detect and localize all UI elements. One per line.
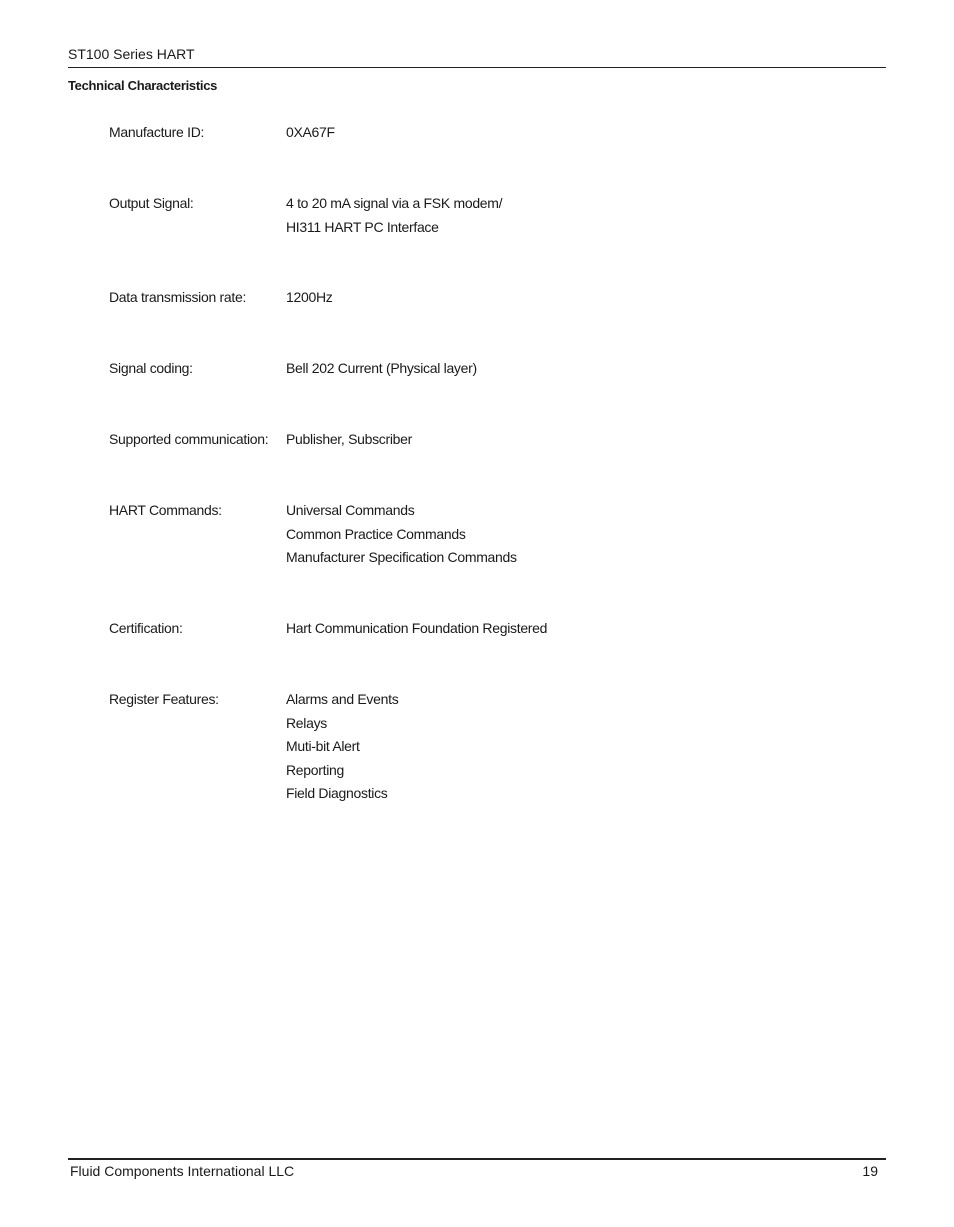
header-divider	[68, 67, 886, 68]
spec-values	[286, 192, 502, 239]
spec-label: Data transmission rate:	[109, 289, 247, 305]
page-number: 19	[862, 1163, 878, 1179]
spec-value: Field Diagnostics	[286, 785, 388, 801]
spec-label: HART Commands:	[109, 502, 222, 518]
spec-label: Register Features:	[109, 691, 219, 707]
spec-values	[286, 428, 412, 452]
spec-value: Bell 202 Current (Physical layer)	[286, 360, 477, 376]
spec-label: Manufacture ID:	[109, 124, 205, 140]
spec-values	[286, 688, 398, 806]
spec-value: Hart Communication Foundation Registered	[286, 620, 548, 636]
section-title: Technical Characteristics	[68, 78, 218, 93]
spec-value: Universal Commands	[286, 502, 415, 518]
spec-value: HI311 HART PC Interface	[286, 218, 439, 235]
spec-value: Common Practice Commands	[286, 525, 466, 542]
spec-values	[286, 357, 477, 381]
spec-value: Alarms and Events	[286, 691, 399, 707]
footer-company-name: Fluid Components International LLC	[70, 1163, 295, 1179]
spec-value: 1200Hz	[286, 289, 333, 305]
spec-values	[286, 499, 517, 570]
spec-values	[286, 121, 335, 145]
spec-value: Muti-bit Alert	[286, 738, 360, 754]
spec-values	[286, 286, 332, 310]
spec-values	[286, 617, 547, 641]
spec-value: Publisher, Subscriber	[286, 431, 412, 447]
page-header-title: ST100 Series HART	[68, 46, 195, 62]
spec-label: Output Signal:	[109, 195, 194, 211]
spec-label: Signal coding:	[109, 360, 193, 376]
spec-value: Reporting	[286, 761, 345, 778]
footer-divider	[68, 1158, 886, 1160]
spec-value: 4 to 20 mA signal via a FSK modem/	[286, 195, 503, 211]
spec-value: 0XA67F	[286, 124, 335, 140]
spec-value: Manufacturer Specification Commands	[286, 549, 517, 565]
spec-value: Relays	[286, 714, 327, 731]
spec-label: Certification:	[109, 620, 183, 636]
spec-label: Supported communication:	[109, 431, 269, 447]
